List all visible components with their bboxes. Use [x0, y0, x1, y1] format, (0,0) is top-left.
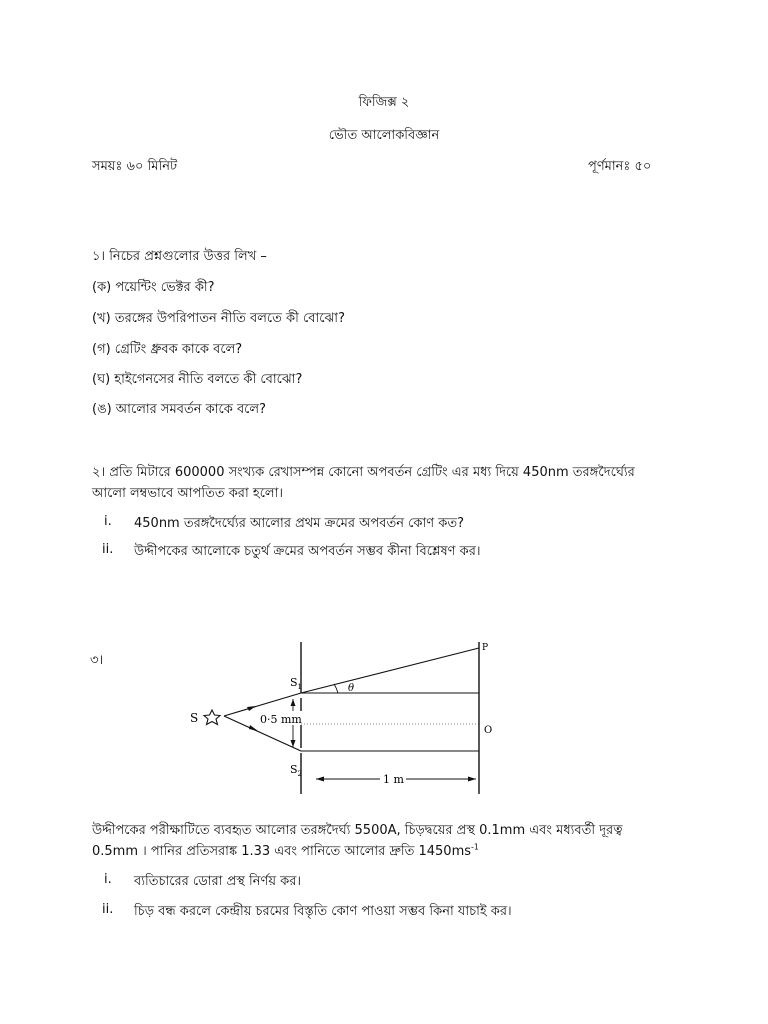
point-p-label: P: [482, 643, 489, 653]
part-number: ii.: [102, 902, 114, 917]
full-marks: পূর্ণমানঃ ৫০: [588, 159, 652, 174]
part-text: চিড় বন্ধ করলে কেন্দ্রীয় চরমের বিস্তৃতি কোণ পাওয়া সম্ভব কিনা যাচাই কর।: [134, 904, 512, 919]
part-text: ব্যতিচারের ডোরা প্রস্থ নির্ণয় কর।: [134, 874, 302, 889]
question-1-item: (ঘ) হাইগেনসের নীতি বলতে কী বোঝো?: [92, 372, 303, 387]
part-text: উদ্দীপকের আলোকে চতুর্থ ক্রমের অপবর্তন সম্ভব কীনা বিশ্লেষণ কর।: [134, 544, 481, 559]
exam-time: সময়ঃ ৬০ মিনিট: [92, 159, 178, 174]
question-1-item: (ঙ) আলোর সমবর্তন কাকে বলে?: [92, 402, 266, 417]
screen-distance-label: 1 m: [383, 773, 404, 786]
part-number: i.: [104, 514, 112, 529]
question-3-stem: 0.5mm । পানির প্রতিসরাঙ্ক 1.33 এবং পানিতে আলোর দ্রুতি $1450ms^{-1}$: [92, 842, 479, 859]
part-number: ii.: [102, 542, 114, 557]
question-1-prompt: ১। নিচের প্রশ্নগুলোর উত্তর লিখ –: [92, 249, 267, 264]
question-3-number: ৩।: [90, 653, 104, 668]
question-1-item: (ক) পয়েন্টিং ভেক্টর কী?: [92, 280, 215, 295]
page-subtitle: ভৌত আলোকবিজ্ঞান: [328, 128, 440, 143]
part-number: i.: [104, 872, 112, 887]
angle-theta-label: θ: [348, 683, 355, 694]
slit-separation-label: 0·5 mm: [260, 713, 302, 726]
slit-2-label: $S_2$: [290, 763, 303, 778]
slit-1-label: $S_1$: [290, 676, 303, 691]
question-2-stem: আলো লম্বভাবে আপতিত করা হলো।: [92, 486, 284, 501]
part-text: 450nm তরঙ্গদৈর্ঘ্যের আলোর প্রথম ক্রমের অপবর্তন কোণ কত?: [134, 516, 465, 531]
source-star-icon: [204, 710, 220, 725]
page-title: ফিজিক্স ২: [358, 95, 410, 110]
double-slit-diagram: [180, 636, 520, 796]
question-1-item: (খ) তরঙ্গের উপরিপাতন নীতি বলতে কী বোঝো?: [92, 311, 345, 326]
question-2-stem: ২। প্রতি মিটারে 600000 সংখ্যক রেখাসম্পন্ন কোনো অপবর্তন গ্রেটিং এর মধ্য দিয়ে 450nm তরঙ্গদৈর্ঘ্যের: [92, 465, 635, 480]
source-label: S: [190, 711, 199, 725]
question-3-stem: উদ্দীপকের পরীক্ষাটিতে ব্যবহৃত আলোর তরঙ্গদৈর্ঘ্য 5500A, চিড়দ্বয়ের প্রস্থ 0.1mm এবং মধ্যবর্তী দূরত্ব: [92, 823, 623, 838]
point-o-label: O: [484, 725, 493, 736]
question-1-item: (গ) গ্রেটিং ধ্রুবক কাকে বলে?: [92, 342, 243, 357]
